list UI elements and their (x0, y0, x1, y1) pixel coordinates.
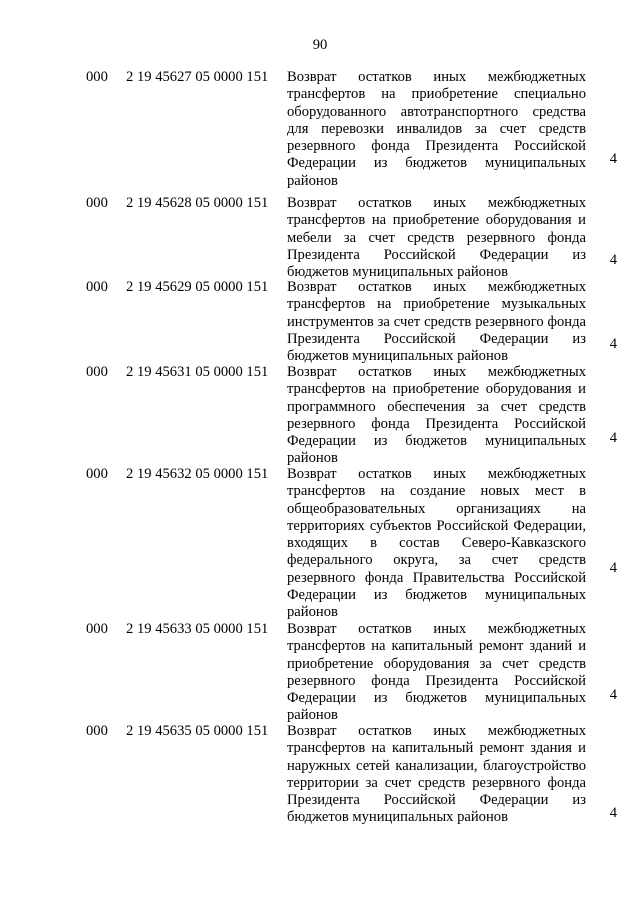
table-row (0, 279, 640, 364)
admin-code-cell: 000 (86, 364, 108, 380)
value-cell: 4 (609, 804, 617, 821)
description-cell: Возврат остатков иных межбюджетных трансфертов на создание новых мест в общеобразовательных организациях на территориях субъектов Российской Федерации, входящих в состав Северо-Кавказского федерального округа, за счет средств резервного фонда Правительства Российской Федерации из бюджетов муниципальных районов (287, 466, 586, 621)
description-cell: Возврат остатков иных межбюджетных трансфертов на приобретение специально оборудованного автотранспортного средства для перевозки инвалидов за счет средств резервного фонда Президента Российской Федерации из бюджетов муниципальных районов (287, 69, 586, 189)
budget-code-table (0, 69, 640, 849)
budget-code-cell: 2 19 45631 05 0000 151 (126, 364, 269, 380)
value-cell: 4 (609, 150, 617, 167)
budget-code-cell: 2 19 45628 05 0000 151 (126, 195, 269, 211)
budget-code-cell: 2 19 45632 05 0000 151 (126, 466, 269, 482)
admin-code-cell: 000 (86, 279, 108, 295)
admin-code-cell: 000 (86, 466, 108, 482)
value-cell: 4 (609, 251, 617, 268)
budget-code-cell: 2 19 45627 05 0000 151 (126, 69, 269, 85)
admin-code-cell: 000 (86, 621, 108, 637)
description-cell: Возврат остатков иных межбюджетных трансфертов на приобретение музыкальных инструментов за счет средств резервного фонда Президента Российской Федерации из бюджетов муниципальных районов (287, 279, 586, 365)
budget-code-cell: 2 19 45633 05 0000 151 (126, 621, 269, 637)
admin-code-cell: 000 (86, 723, 108, 739)
admin-code-cell: 000 (86, 195, 108, 211)
table-row (0, 723, 640, 849)
table-row (0, 69, 640, 195)
value-cell: 4 (609, 686, 617, 703)
value-cell: 4 (609, 335, 617, 352)
description-cell: Возврат остатков иных межбюджетных трансфертов на приобретение оборудования и мебели за счет средств резервного фонда Президента Российской Федерации из бюджетов муниципальных районов (287, 195, 586, 281)
description-cell: Возврат остатков иных межбюджетных трансфертов на капитальный ремонт здания и наружных сетей канализации, благоустройство территории за счет средств резервного фонда Президента Российской Федерации из бюджетов муниципальных районов (287, 723, 586, 826)
table-row (0, 466, 640, 621)
admin-code-cell: 000 (86, 69, 108, 85)
description-cell: Возврат остатков иных межбюджетных трансфертов на капитальный ремонт зданий и приобретение оборудования за счет средств резервного фонда Президента Российской Федерации из бюджетов муниципальных районов (287, 621, 586, 724)
table-row (0, 195, 640, 279)
description-cell: Возврат остатков иных межбюджетных трансфертов на приобретение оборудования и программного обеспечения за счет средств резервного фонда Президента Российской Федерации из бюджетов муниципальных районов (287, 364, 586, 467)
value-cell: 4 (609, 429, 617, 446)
page-number: 90 (312, 37, 328, 53)
value-cell: 4 (609, 559, 617, 576)
budget-code-cell: 2 19 45635 05 0000 151 (126, 723, 269, 739)
budget-code-cell: 2 19 45629 05 0000 151 (126, 279, 269, 295)
table-row (0, 621, 640, 723)
table-row (0, 364, 640, 466)
